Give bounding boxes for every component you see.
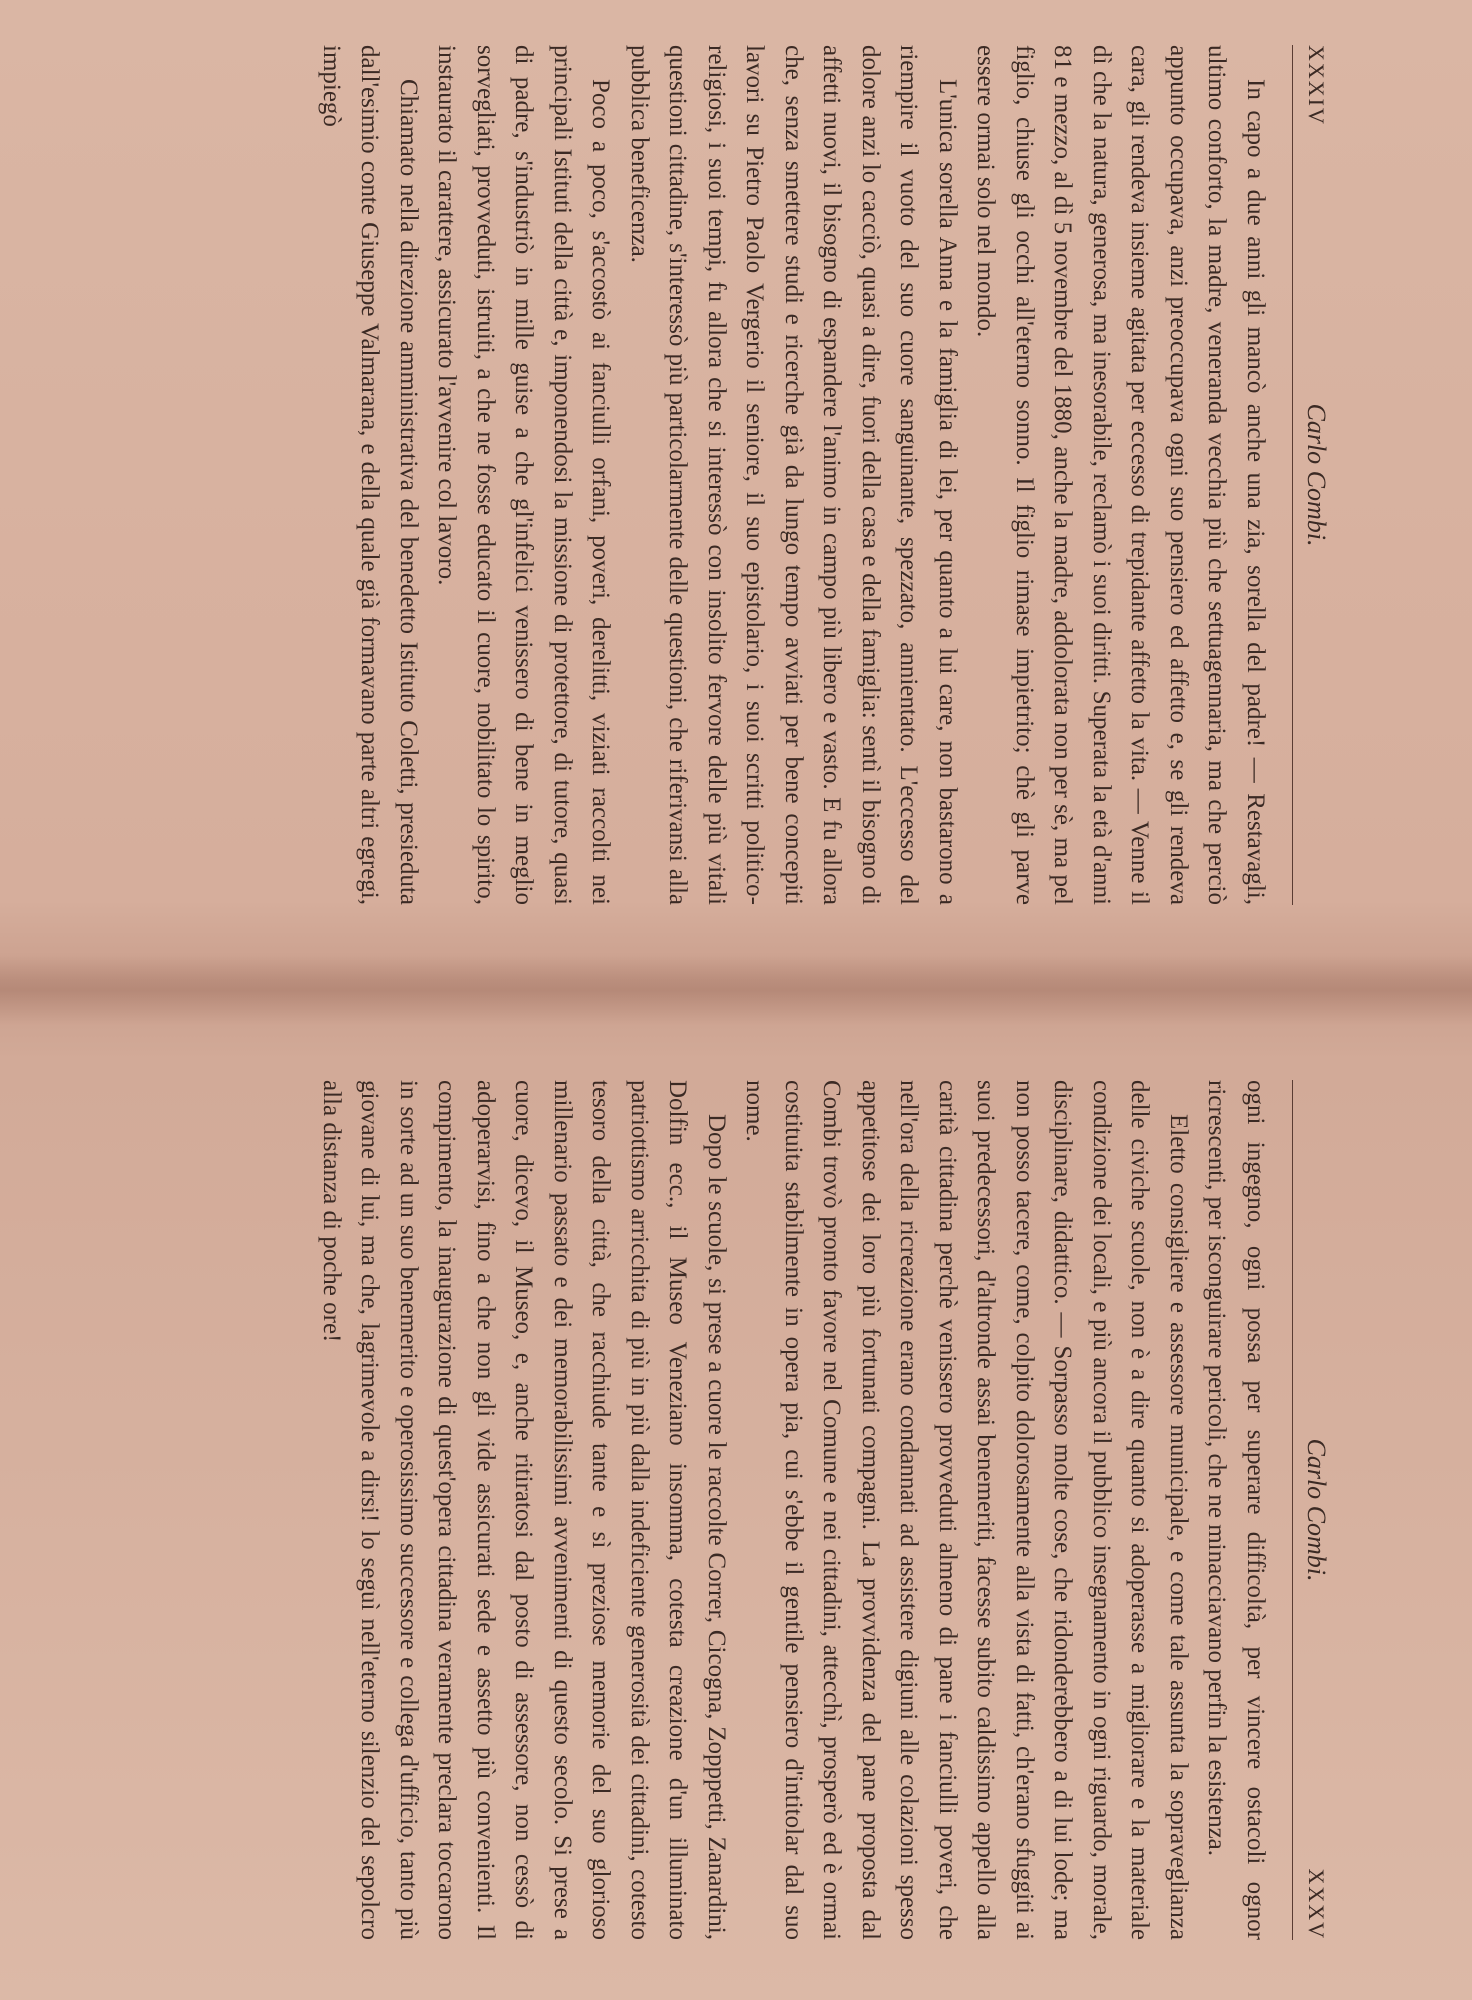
gutter-fold xyxy=(0,955,1472,1025)
page-body xyxy=(312,1080,1275,1940)
paragraph: In capo a due anni gli mancò anche una zia, sorella del padre! — Restavagli, ultimo conforto, la madre, veneranda vecchia più che settuagennaria, ma che perciò appunto occupava, anzi preoccupava ogni suo pensiero ed affetto e, se gli rendeva cara, gli rendeva insieme agitata per eccesso di trepidante affetto la vita. — Venne il dì che la natura, generosa, ma inesorabile, reclamò i suoi diritti. Superata la età d'anni 81 e mezzo, al dì 5 novembre del 1880, anche la madre, addolorata non per sè, ma pel figlio, chiuse gli occhi all'eterno sonno. Il figlio rimase impietrito; chè gli parve essere ormai solo nel mondo. xyxy=(972,45,1269,905)
paragraph: Poco a poco, s'accostò ai fanciulli orfani, poveri, derelitti, viziati raccolti nei principali Istituti della città e, imponendosi la missione di protettore, di tutore, quasi di padre, s'industriò in mille guise a che gl'infelici venissero di bene in meglio sorvegliati, provveduti, istruiti, a che ne fosse educato il cuore, nobilitato lo spirito, instaurato il carattere, assicurato l'avvenire col lavoro. xyxy=(433,45,615,905)
paragraph: Dopo le scuole, si prese a cuore le raccolte Correr, Cicogna, Zopppetti, Zanardini, Dolfin ecc., il Museo Veneziano insomma, cotesta creazione d'un illuminato patriottismo arricchita di più in più dalla indeficiente generosità dei cittadini, cotesto tesoro della città, che racchiude tante e sì preziose memorie del suo glorioso millenario passato e dei memorabilissimi avvenimenti di questo secolo. Si prese a cuore, dicevo, il Museo, e, anche ritiratosi dal posto di assessore, non cessò di adoperarvisi, fino a che non gli vide assicurati sede e assetto più convenienti. Il compimento, la inaugurazione di quest'opera cittadina veramente preclara toccarono in sorte ad un suo benemerito e operosissimo successore e collega d'ufficio, tanto più giovane di lui, ma che, lagrimevole a dirsi! lo seguì nell'eterno silenzio del sepolcro alla distanza di poche ore! xyxy=(318,1080,730,1940)
page-header xyxy=(1292,45,1335,905)
paragraph: Chiamato nella direzione amministrativa del benedetto Istituto Coletti, presieduta dall'esimio conte Giuseppe Valmarana, e della quale già formavano parte altri egregi, impiegò xyxy=(318,45,422,905)
page-number: XXXIV xyxy=(1304,45,1329,126)
page-number: XXXV xyxy=(1304,1868,1329,1940)
right-page xyxy=(312,1080,1336,1940)
left-page xyxy=(312,45,1336,905)
paragraph: Eletto consigliere e assessore municipale, e come tale assunta la sopraveglianza delle civiche scuole, non è a dire quanto si adoperasse a migliorare e la materiale condizione dei locali, e più ancora il pubblico insegnamento in ogni riguardo, morale, disciplinare, didattico. — Sorpasso molte cose, che ridonderebbero a di lui lode; ma non posso tacere, come, colpito dolorosamente alla vista di fatti, ch'erano sfuggiti ai suoi predecessori, d'altronde assai benemeriti, facesse subito caldissimo appello alla carità cittadina perchè venissero provveduti almeno di pane i fanciulli poveri, che nell'ora della ricreazione erano condannati ad assistere digiuni alle colazioni spesso appetitose dei loro più fortunati compagni. La provvidenza del pane proposta dal Combi trovò pronto favore nel Comune e nei cittadini, attecchì, prosperò ed è ormai costituita stabilmente in opera pia, cui s'ebbe il gentile pensiero d'intitolar dal suo nome. xyxy=(741,1080,1192,1940)
page-header xyxy=(1292,1080,1335,1940)
running-head: Carlo Combi. xyxy=(1302,403,1331,547)
running-head: Carlo Combi. xyxy=(1302,1438,1331,1582)
paragraph: ogni ingegno, ogni possa per superare difficoltà, per vincere ostacoli ognor ricrescenti, per isconguirare pericoli, che ne minacciavano perfin la esistenza. xyxy=(1203,1080,1269,1940)
page-body xyxy=(312,45,1275,905)
paragraph: L'unica sorella Anna e la famiglia di lei, per quanto a lui care, non bastarono a riempire il vuoto del suo cuore sanguinante, spezzato, annientato. L'eccesso del dolore anzi lo cacciò, quasi a dire, fuori della casa e della famiglia: sentì il bisogno di affetti nuovi, il bisogno di espandere l'animo in campo più libero e vasto. E fu allora che, senza smettere studi e ricerche già da lungo tempo avviati per bene concepiti lavori su Pietro Paolo Vergerio il seniore, il suo epistolario, i suoi scritti politico-religiosi, i suoi tempi, fu allora che si interessò con insolito fervore delle più vitali questioni cittadine, s'interessò più particolarmente delle questioni, che riferivansi alla pubblica beneficenza. xyxy=(626,45,961,905)
